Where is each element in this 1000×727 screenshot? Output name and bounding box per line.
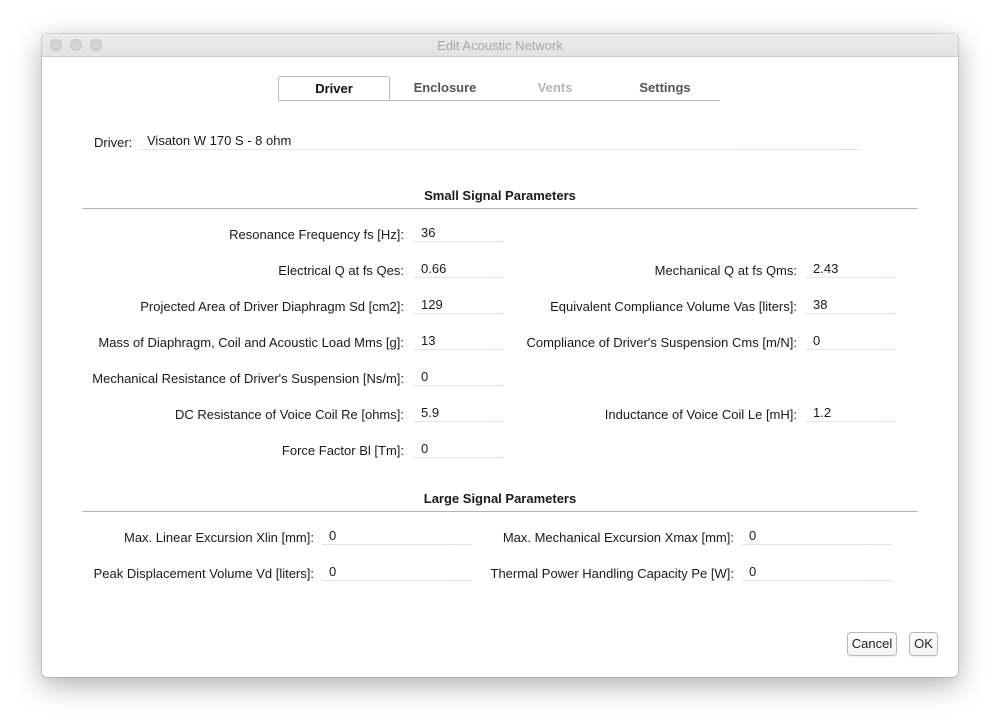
bl-field[interactable]: 0 [414, 440, 504, 458]
driver-field[interactable]: Visaton W 170 S - 8 ohm [140, 132, 860, 150]
dialog-window [42, 34, 958, 677]
title-bar [42, 34, 958, 57]
re-label: DC Resistance of Voice Coil Re [ohms]: [174, 407, 404, 422]
cancel-button[interactable]: Cancel [847, 632, 897, 656]
mms-field[interactable]: 13 [414, 332, 504, 350]
tab-settings[interactable]: Settings [639, 80, 691, 95]
qes-label: Electrical Q at fs Qes: [278, 263, 404, 278]
driver-label: Driver: [94, 135, 133, 150]
vd-label: Peak Displacement Volume Vd [liters]: [93, 566, 314, 581]
qms-field[interactable]: 2.43 [806, 260, 896, 278]
bl-label: Force Factor Bl [Tm]: [281, 443, 404, 458]
pe-label: Thermal Power Handling Capacity Pe [W]: [490, 566, 734, 581]
xmax-label: Max. Mechanical Excursion Xmax [mm]: [502, 530, 734, 545]
cms-field[interactable]: 0 [806, 332, 896, 350]
tab-bar [278, 76, 720, 101]
tab-enclosure[interactable]: Enclosure [413, 80, 477, 95]
mms-label: Mass of Diaphragm, Coil and Acoustic Load Mms [g]: [98, 335, 404, 350]
qms-label: Mechanical Q at fs Qms: [654, 263, 797, 278]
vas-label: Equivalent Compliance Volume Vas [liters]: [550, 299, 797, 314]
large-signal-divider [82, 511, 918, 512]
fs-label: Resonance Frequency fs [Hz]: [229, 227, 404, 242]
sd-field[interactable]: 129 [414, 296, 504, 314]
rms-field[interactable]: 0 [414, 368, 504, 386]
qes-field[interactable]: 0.66 [414, 260, 504, 278]
window-title: Edit Acoustic Network [437, 38, 563, 53]
le-field[interactable]: 1.2 [806, 404, 896, 422]
tab-vents: Vents [537, 80, 573, 95]
small-signal-heading: Small Signal Parameters [424, 188, 576, 203]
large-signal-heading: Large Signal Parameters [423, 491, 577, 506]
ok-button[interactable]: OK [909, 632, 938, 656]
le-label: Inductance of Voice Coil Le [mH]: [604, 407, 797, 422]
cms-label: Compliance of Driver's Suspension Cms [m/N]: [526, 335, 797, 350]
xmax-field[interactable]: 0 [742, 527, 892, 545]
sd-label: Projected Area of Driver Diaphragm Sd [cm2]: [140, 299, 404, 314]
xlin-field[interactable]: 0 [322, 527, 472, 545]
fs-field[interactable]: 36 [414, 224, 504, 242]
rms-label: Mechanical Resistance of Driver's Suspension [Ns/m]: [92, 371, 404, 386]
tab-driver[interactable]: Driver [278, 76, 390, 100]
re-field[interactable]: 5.9 [414, 404, 504, 422]
small-signal-divider [82, 208, 918, 209]
pe-field[interactable]: 0 [742, 563, 892, 581]
vas-field[interactable]: 38 [806, 296, 896, 314]
vd-field[interactable]: 0 [322, 563, 472, 581]
xlin-label: Max. Linear Excursion Xlin [mm]: [123, 530, 314, 545]
